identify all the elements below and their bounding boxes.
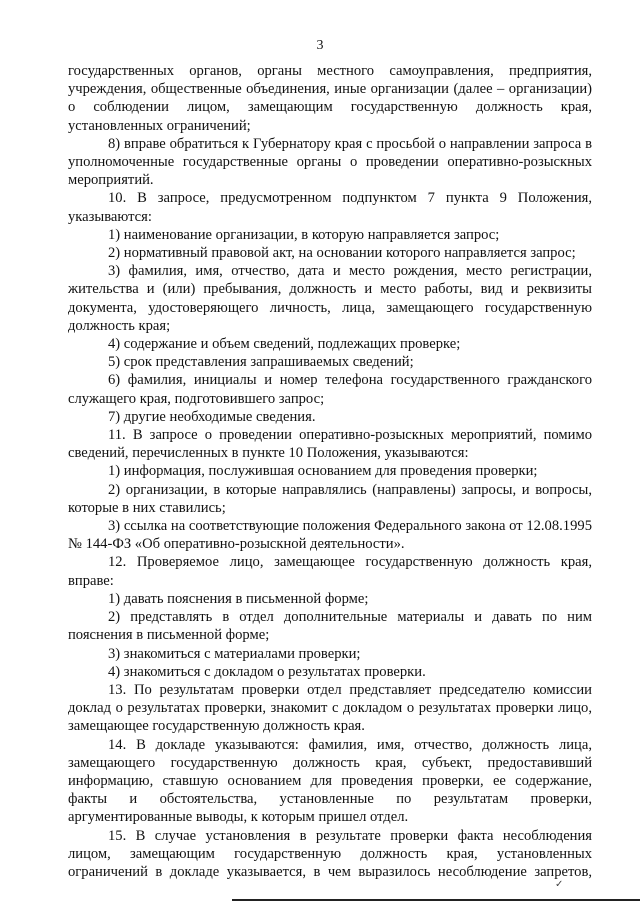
paragraph-p01: государственных органов, органы местного самоуправления, предприятия, учреждения, общественные объединения, иные организации (далее – организации) о соблюдении лицом, замещающим государственную должность края, установленных ограничений; (68, 63, 592, 134)
paragraph-p04: 1) наименование организации, в которую направляется запрос; (108, 226, 500, 243)
paragraph-p08: 5) срок представления запрашиваемых сведений; (108, 354, 414, 371)
page-number: 3 (316, 38, 324, 53)
paragraph-p22: 15. В случае установления в результате проверки факта несоблюдения лицом, замещающим государственную должность края, установленных ограничений в докладе указывается, в чем выразилось несоблюдение запретов, (68, 827, 592, 880)
paragraph-p16: 1) давать пояснения в письменной форме; (108, 590, 369, 607)
paragraph-p21: 14. В докладе указываются: фамилия, имя, отчество, должность лица, замещающего государственную должность края, субъект, предоставивший информацию, ставшую основанием для проведения проверки, ее содержание, факты и обстоятельства, установленные по результатам проверки, аргументированные выводы, к которым пришел отдел. (68, 736, 592, 826)
paragraph-p13: 2) организации, в которые направлялись (направлены) запросы, и вопросы, которые в них ставились; (68, 481, 592, 516)
paragraph-p06: 3) фамилия, имя, отчество, дата и место рождения, место регистрации, жительства и (или) пребывания, должность и место работы, вид и реквизиты документа, удостоверяющего личность, лица, замещающего государственную должность края; (68, 263, 592, 334)
paragraph-p10: 7) другие необходимые сведения. (108, 408, 316, 425)
paragraph-p05: 2) нормативный правовой акт, на основании которого направляется запрос; (108, 245, 576, 262)
paragraph-p15: 12. Проверяемое лицо, замещающее государственную должность края, вправе: (68, 554, 592, 589)
paragraph-p14: 3) ссылка на соответствующие положения Федерального закона от 12.08.1995 № 144-ФЗ «Об оперативно-розыскной деятельности». (68, 518, 592, 553)
scan-mark: ✓ (555, 879, 564, 890)
paragraph-p03: 10. В запросе, предусмотренном подпунктом 7 пункта 9 Положения, указываются: (68, 190, 592, 225)
document-body (68, 62, 592, 881)
paragraph-p17: 2) представлять в отдел дополнительные материалы и давать по ним пояснения в письменной форме; (68, 609, 592, 644)
paragraph-p20: 13. По результатам проверки отдел представляет председателю комиссии доклад о результатах проверки, знакомит с докладом о результатах проверки лицо, замещающее государственную должность края. (68, 681, 592, 735)
paragraph-p19: 4) знакомиться с докладом о результатах проверки. (108, 663, 426, 680)
paragraph-p09: 6) фамилия, инициалы и номер телефона государственного гражданского служащего края, подготовившего запрос; (68, 372, 592, 407)
paragraph-p02: 8) вправе обратиться к Губернатору края с просьбой о направлении запроса в уполномоченные государственные органы о проведении оперативно-розыскных мероприятий. (68, 135, 592, 189)
paragraph-p11: 11. В запросе о проведении оперативно-розыскных мероприятий, помимо сведений, перечисленных в пункте 10 Положения, указываются: (68, 427, 592, 462)
paragraph-p07: 4) содержание и объем сведений, подлежащих проверке; (108, 336, 461, 353)
paragraph-p18: 3) знакомиться с материалами проверки; (108, 645, 361, 662)
paragraph-p12: 1) информация, послужившая основанием для проведения проверки; (108, 463, 538, 480)
bottom-scan-line (232, 899, 640, 901)
